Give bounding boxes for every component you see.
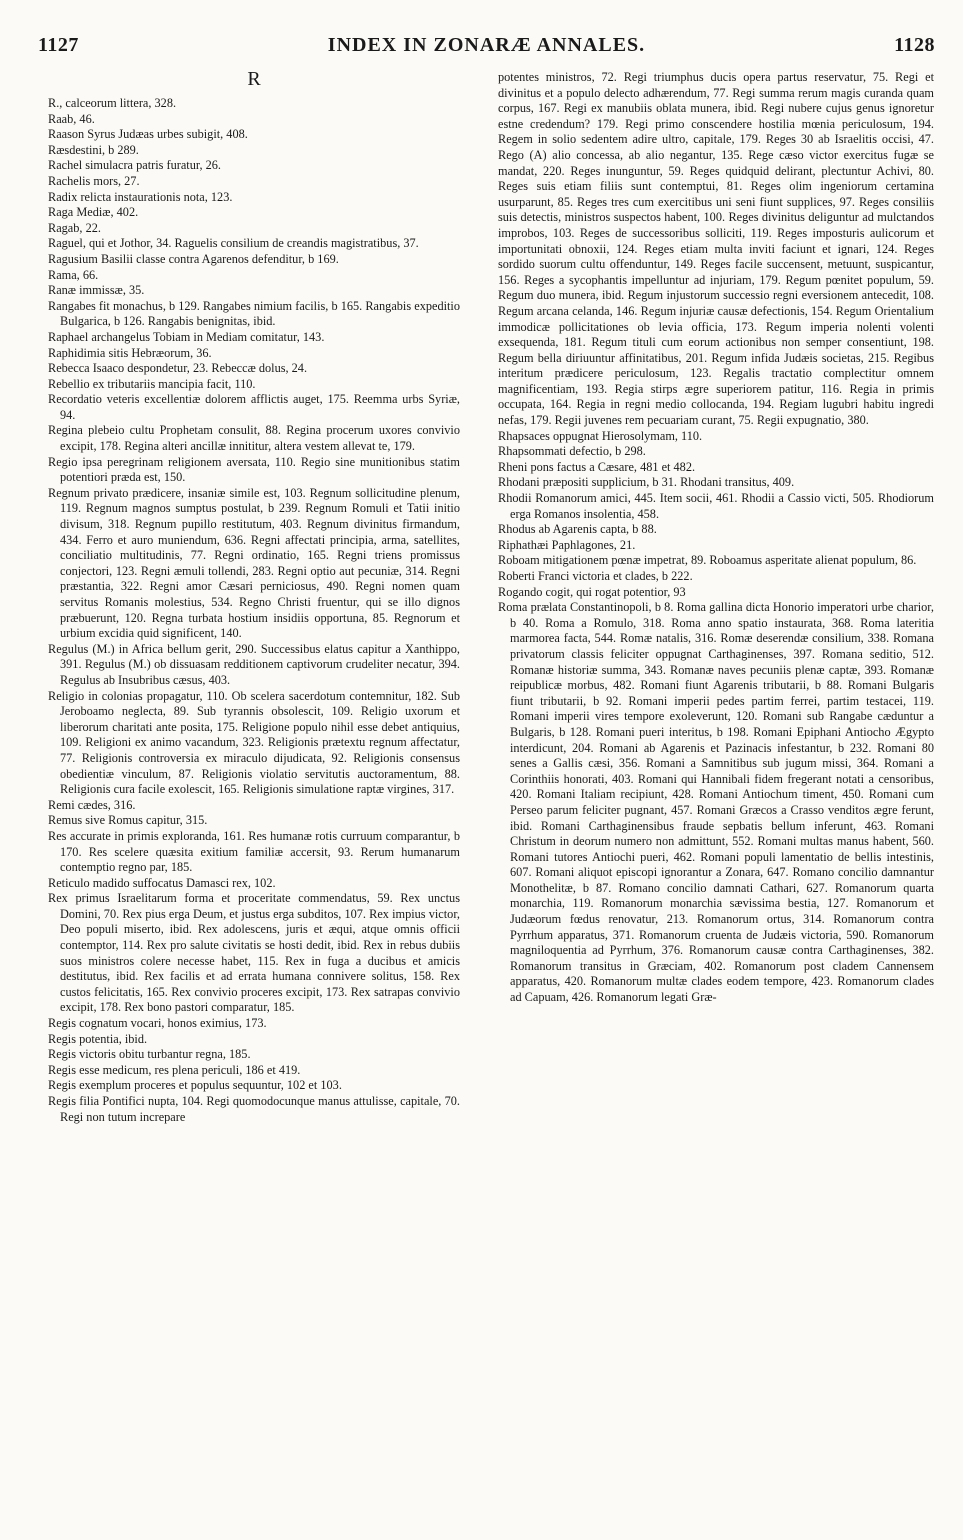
index-entry: Raga Mediæ, 402. bbox=[48, 205, 139, 220]
index-entry: Res accurate in primis exploranda, 161. Res humanæ rotis curruum comparantur, b 170. Res scelere quæsita exitium familiæ accersit, 93. Rerum humanarum contemptio regno par, 185. bbox=[48, 828, 460, 875]
index-entry: Regis potentia, ibid. bbox=[48, 1031, 148, 1046]
index-entry: Remi cædes, 316. bbox=[48, 797, 136, 812]
running-title: INDEX IN ZONARÆ ANNALES. bbox=[327, 33, 646, 56]
index-entry: Raason Syrus Judæas urbes subigit, 408. bbox=[48, 127, 248, 142]
index-entry: Raguel, qui et Jothor, 34. Raguelis consilium de creandis magistratibus, 37. bbox=[48, 236, 419, 251]
index-entry: Rogando cogit, qui rogat potentior, 93 bbox=[498, 584, 686, 599]
index-entry: Rhodii Romanorum amici, 445. Item socii, 461. Rhodii a Cassio victi, 505. Rhodiorum erga Romanos insolentia, 458. bbox=[498, 491, 934, 521]
left-column bbox=[48, 66, 460, 1526]
index-entry: Regnum privato prædicere, insaniæ simile est, 103. Regnum sollicitudine plenum, 119. Regnum magnos sumptus postulat, b 239. Regnum Romuli et Tatii initio divisum, 318. Regnum pupillo restitutum, 403. Regnum divinitus firmandum, 434. Ferro et auro muniendum, 636. Regni affectati principia, arma, satellites, conciliatio multitudinis, 77. Regni ordinatio, 165. Regni triens promissus conjectori, 123. Regni æmuli tollendi, 283. Regni optio aut pecuniæ, 314. Regni præstantia, 322. Regni amor Cæsari perniciosus, 490. Regni nomen quam servitus Romanis molestius, 534. Regno Christi fruentur, qui se illo dignos præbuerunt, 120. Regna turbata hostium insidiis opportuna, 85. Regnorum et urbium excidia quid significent, 140. bbox=[48, 485, 460, 641]
index-entry: Rangabes fit monachus, b 129. Rangabes nimium facilis, b 165. Rangabis expeditio Bulgarica, b 126. Rangabis benignitas, ibid. bbox=[48, 298, 460, 329]
index-entry: Rheni pons factus a Cæsare, 481 et 482. bbox=[498, 459, 696, 474]
index-entry: Regis filia Pontifici nupta, 104. Regi quomodocunque manus attulisse, capitale, 70. Regi non tutum increpare bbox=[48, 1094, 460, 1124]
index-entry: Ranæ immissæ, 35. bbox=[48, 283, 145, 298]
index-entry: Roboam mitigationem pœnæ impetrat, 89. Roboamus asperitate alienat populum, 86. bbox=[498, 553, 917, 568]
index-entry: Roberti Franci victoria et clades, b 222. bbox=[498, 569, 693, 583]
index-entry: Regis victoris obitu turbantur regna, 185. bbox=[48, 1047, 251, 1062]
page-header bbox=[38, 30, 935, 60]
index-entry: potentes ministros, 72. Regi triumphus ducis opera partus reservatur, 75. Regi et divinitus et a populo delecto adhærendum, 77. Regi summa rerum magis curanda quam corpus, 167. Regi ex manubiis oblata munera, ibid. Regi nubere cujus genus ignoretur estne credendum? 179. Regi primo conscendere hostilia mœnia periculosum, 194. Regem in solio sedentem adire ultro, capitale, 179. Reges 30 ab Israelitis occisi, 47. Rego (A) alio concessa, ab alio negantur, 135. Rege cæso victor exercitus fugæ se mandat, 220. Reges inunguntur, 59. Reges quidquid delirant, plectuntur Achivi, 80. Reges suis etiam filiis sunt contemptui, 81. Reges olim ingeniorum certamina usurparunt, 85. Reges tres cum exercitibus uni seni fiunt supplices, 97. Reges consiliis suis detectis, ministros suspectos habent, 100. Reges divinitus deliguntur ad mulctandos improbos, 103. Reges de successoribus solliciti, 119. Reges imposturis aulicorum et importunitati obnoxii, 124. Reges etiam multa inviti faciunt et ignari, 124. Reges sordido suorum cultu offenduntur, 149. Reges facile succensent, metuunt, suspicantur, 156. Reges a sycophantis impelluntur ad injuriam, 179. Regum pœnitet populum, 59. Regum duo munera, ibid. Regum injustorum successio regni eversionem antecedit, 108. Regum arcana celanda, 146. Regum injuriæ causæ defectionis, 154. Regum Orientalium immodicæ pollicitationes ob levia officia, 173. Regum imperia nolenti volenti exsequenda, 181. Regum tituli cum eorum actionibus non semper consentiunt, 198. Regum bella diriuuntur affinitatibus, 201. Regum infida Judæis societas, 215. Regibus interitum prædicere periculosum, 123. Regalis tractatio complectitur omnem magnificentiam, 193. Regia stirps ægre superiorem patitur, 116. Regia in primis occupata, 164. Regia in regni medio collocanda, 194. Regiam lugubri habitu ingredi nefas, 179. Regii juvenes rem pecuariam curant, 75. Regii expugnatio, 380. bbox=[498, 70, 934, 428]
index-entry: Rhodus ab Agarenis capta, b 88. bbox=[498, 522, 657, 537]
index-entry: Ragab, 22. bbox=[48, 220, 101, 235]
index-entry: Rhapsaces oppugnat Hierosolymam, 110. bbox=[498, 428, 703, 443]
index-entry: Rachel simulacra patris furatur, 26. bbox=[48, 158, 221, 173]
right-column bbox=[498, 70, 934, 1530]
index-entry: Radix relicta instaurationis nota, 123. bbox=[48, 189, 233, 204]
index-entry: Raab, 46. bbox=[48, 111, 95, 126]
index-entry: Regis exemplum proceres et populus sequuntur, 102 et 103. bbox=[48, 1078, 342, 1093]
index-entry: Regis esse medicum, res plena periculi, 186 et 419. bbox=[48, 1062, 301, 1077]
index-entry: Rhapsommati defectio, b 298. bbox=[498, 444, 646, 459]
index-entry: Ragusium Basilii classe contra Agarenos defenditur, b 169. bbox=[48, 251, 339, 266]
right-page-number: 1128 bbox=[894, 33, 935, 56]
index-entry: Rachelis mors, 27. bbox=[48, 173, 140, 188]
index-entry: Rebecca Isaaco despondetur, 23. Rebeccæ dolus, 24. bbox=[48, 361, 308, 376]
index-entry: R., calceorum littera, 328. bbox=[48, 96, 177, 110]
index-entry: Regulus (M.) in Africa bellum gerit, 290. Successibus elatus capitur a Xanthippo, 391. Regulus (M.) ob dissuasam redditionem captivorum crudeliter necatur, 394. Regulus ab Insubribus cæsus, 403. bbox=[48, 641, 460, 687]
index-entry: Rhodani præpositi supplicium, b 31. Rhodani transitus, 409. bbox=[498, 475, 795, 490]
left-page-number: 1127 bbox=[38, 33, 79, 56]
index-entry: Roma prælata Constantinopoli, b 8. Roma gallina dicta Honorio imperatori urbe charior, b 40. Roma a Romulo, 318. Roma anno spatio instaurata, 368. Roma lateritia marmorea facta, 544. Romæ natalis, 316. Romæ deserendæ consilium, 338. Romana privatorum classis feliciter oppugnat Carthaginenses, 397. Romana seditio, 512. Romanæ historiæ summa, 343. Romanæ naves pecuniis plenæ captæ, 393. Romanæ reipublicæ morbus, 482. Romani fiunt Agarenis tributarii, b 88. Romani Bulgaris fiunt tributarii, b 92. Romani imperii pedes partim ferrei, partim testacei, 119. Romani imperii vires tempore exoleverunt, 120. Romani sub Rangabe cæduntur a Bulgaris, b 128. Romani pueri interitus, b 198. Romani Epiphani Antiocho Ægypto interdicunt, 204. Romani ab Agarenis et Pazinacis infestantur, b 232. Romani 80 senes a Gallis cæsi, 356. Romani a Samnitibus sub jugum missi, 364. Romani a Corinthiis honorati, 403. Romani qui Hannibali fidem fregerant notati a censoribus, 420. Romani Italiam recipiunt, 428. Romani Antiochum timent, 450. Romani cum Perseo parum feliciter pugnant, 457. Romani Græcos a Crasso venditos ægre ferunt, ibid. Romani Carthaginensibus fraude sepbatis bellum inferunt, 463. Romani Christum in deorum numero non admittunt, 552. Romani multas manus habent, 560. Romani tutores Antiochi pueri, 462. Romani populi lamentatio de bellis intestinis, 607. Romani aliquot episcopi ignorantur a Zonara, 647. Romano concilio damnantur Monothelitæ, b 87. Romano concilio damnati Cathari, 627. Romanorum quarta monarchia, 119. Romanorum monarchia sævissima bestia, 127. Romanorum et Judæorum fœdus renovatur, 213. Romanorum ortus, 314. Romanorum contra Pyrrhum apparatus, 371. Romanorum cruenta de Judæis victoria, 590. Romanorum magniloquentia ad Pyrrhum, 376. Romanorum causæ contra Carthaginenses, 382. Romanorum transitus in Græciam, 402. Romanorum post cladem Cannensem apparatus, 420. Romanorum multæ clades eodem tempore, 423. Romanorum clades ad Capuam, 426. Romanorum legati Græ- bbox=[498, 600, 934, 1005]
index-entry: Remus sive Romus capitur, 315. bbox=[48, 813, 208, 828]
index-entry: Rex primus Israelitarum forma et proceritate commendatus, 59. Rex unctus Domini, 70. Rex pius erga Deum, et justus erga subditos, 107. Rex impius victor, Deo populi miserto, ibid. Rex adolescens, juris et æqui, atque omnis officii contemptor, 114. Rex pro salute civitatis se hosti dedit, ibid. Rex in rebus dubiis suos ministros colere necesse habet, 115. Rex in fuga a ducibus et amicis destitutus, ibid. Rex facilis et ad errata humana connivere solitus, 158. Rex custos felicitatis, 165. Rex convivio proceres excipit, 173. Rex satrapas convivio excipit, 178. Rex bono pastori comparatur, 185. bbox=[48, 891, 460, 1015]
index-entry: Regis cognatum vocari, honos eximius, 173. bbox=[48, 1016, 267, 1031]
index-entry: Ræsdestini, b 289. bbox=[48, 142, 139, 157]
index-entry: Rama, 66. bbox=[48, 267, 99, 282]
index-entry: Religio in colonias propagatur, 110. Ob scelera sacerdotum contemnitur, 182. Sub Jeroboamo neglecta, 89. Sub tyrannis obsolescit, 109. Religio uxorum et liberorum charitati ante posita, 175. Religione populo nihil esse debet antiquius, 109. Religioni ex animo vacandum, 323. Religionis prætextu regnum affectatur, 77. Religionis controversia ex miraculo dijudicata, 92. Religionis consensus obedientiæ vinculum, 87. Religionis violatio servitutis auctoramentum, 88. Religionis cura facile exolescit, 165. Religionis simulatione raptæ virgines, 317. bbox=[48, 688, 460, 797]
section-letter: R bbox=[247, 68, 261, 90]
index-entry: Regio ipsa peregrinam religionem aversata, 110. Regio sine munitionibus statim potentiori præda est, 150. bbox=[48, 454, 460, 485]
index-entry: Reticulo madido suffocatus Damasci rex, 102. bbox=[48, 875, 276, 890]
right-entry-list bbox=[498, 70, 934, 1006]
index-entry: Raphidimia sitis Hebræorum, 36. bbox=[48, 345, 212, 360]
index-entry: Regina plebeio cultu Prophetam consulit, 88. Regina procerum uxores convivio excipit, 178. Regina alteri ancillæ innititur, altera vestem allevat te, 179. bbox=[48, 423, 460, 454]
index-entry: Raphael archangelus Tobiam in Mediam comitatur, 143. bbox=[48, 329, 325, 344]
index-entry: Riphathæi Paphlagones, 21. bbox=[498, 537, 636, 552]
left-entry-list bbox=[48, 96, 460, 1125]
index-entry: Recordatio veteris excellentiæ dolorem afflictis auget, 175. Reemma urbs Syriæ, 94. bbox=[48, 392, 460, 422]
index-entry: Rebellio ex tributariis mancipia facit, 110. bbox=[48, 376, 256, 391]
